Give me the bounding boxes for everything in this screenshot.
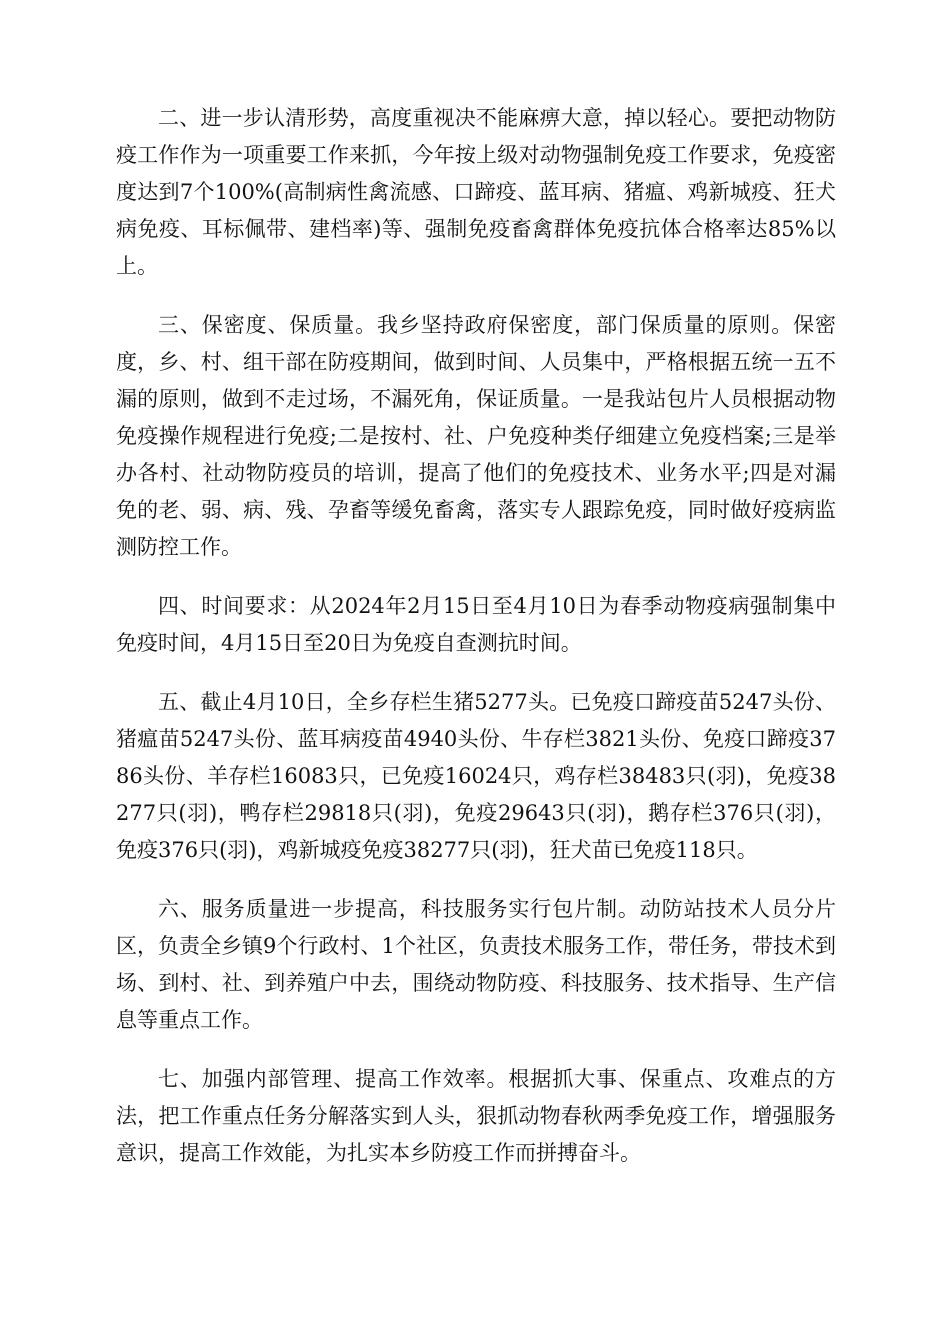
paragraph-4: 四、时间要求：从2024年2月15日至4月10日为春季动物疫病强制集中免疫时间，4月15日至20日为免疫自查测抗时间。 [116, 594, 836, 655]
paragraph-6: 六、服务质量进一步提高，科技服务实行包片制。动防站技术人员分片区，负责全乡镇9个行政村、1个社区，负责技术服务工作，带任务，带技术到场、到村、社、到养殖户中去，围绕动物防疫、科技服务、技术指导、生产信息等重点工作。 [116, 897, 836, 1032]
paragraph-7: 七、加强内部管理、提高工作效率。根据抓大事、保重点、攻难点的方法，把工作重点任务分解落实到人头，狠抓动物春秋两季免疫工作，增强服务意识，提高工作效能，为扎实本乡防疫工作而拼搏奋斗。 [116, 1067, 836, 1165]
paragraph-2: 二、进一步认清形势，高度重视决不能麻痹大意，掉以轻心。要把动物防疫工作作为一项重要工作来抓，今年按上级对动物强制免疫工作要求，免疫密度达到7个100%(高制病性禽流感、口蹄疫、蓝耳病、猪瘟、鸡新城疫、狂犬病免疫、耳标佩带、建档率)等、强制免疫畜禽群体免疫抗体合格率达85%以上。 [116, 106, 836, 278]
document-body [116, 100, 836, 1194]
paragraph-3: 三、保密度、保质量。我乡坚持政府保密度，部门保质量的原则。保密度，乡、村、组干部在防疫期间，做到时间、人员集中，严格根据五统一五不漏的原则，做到不走过场，不漏死角，保证质量。一是我站包片人员根据动物免疫操作规程进行免疫;二是按村、社、户免疫种类仔细建立免疫档案;三是举办各村、社动物防疫员的培训，提高了他们的免疫技术、业务水平;四是对漏免的老、弱、病、残、孕畜等缓免畜禽，落实专人跟踪免疫，同时做好疫病监测防控工作。 [116, 313, 836, 559]
paragraph-5: 五、截止4月10日，全乡存栏生猪5277头。已免疫口蹄疫苗5247头份、猪瘟苗5247头份、蓝耳病疫苗4940头份、牛存栏3821头份、免疫口蹄疫3786头份、羊存栏16083只，已免疫16024只，鸡存栏38483只(羽)，免疫38277只(羽)，鸭存栏29818只(羽)，免疫29643只(羽)，鹅存栏376只(羽)，免疫376只(羽)，鸡新城疫免疫38277只(羽)，狂犬苗已免疫118只。 [116, 690, 836, 862]
